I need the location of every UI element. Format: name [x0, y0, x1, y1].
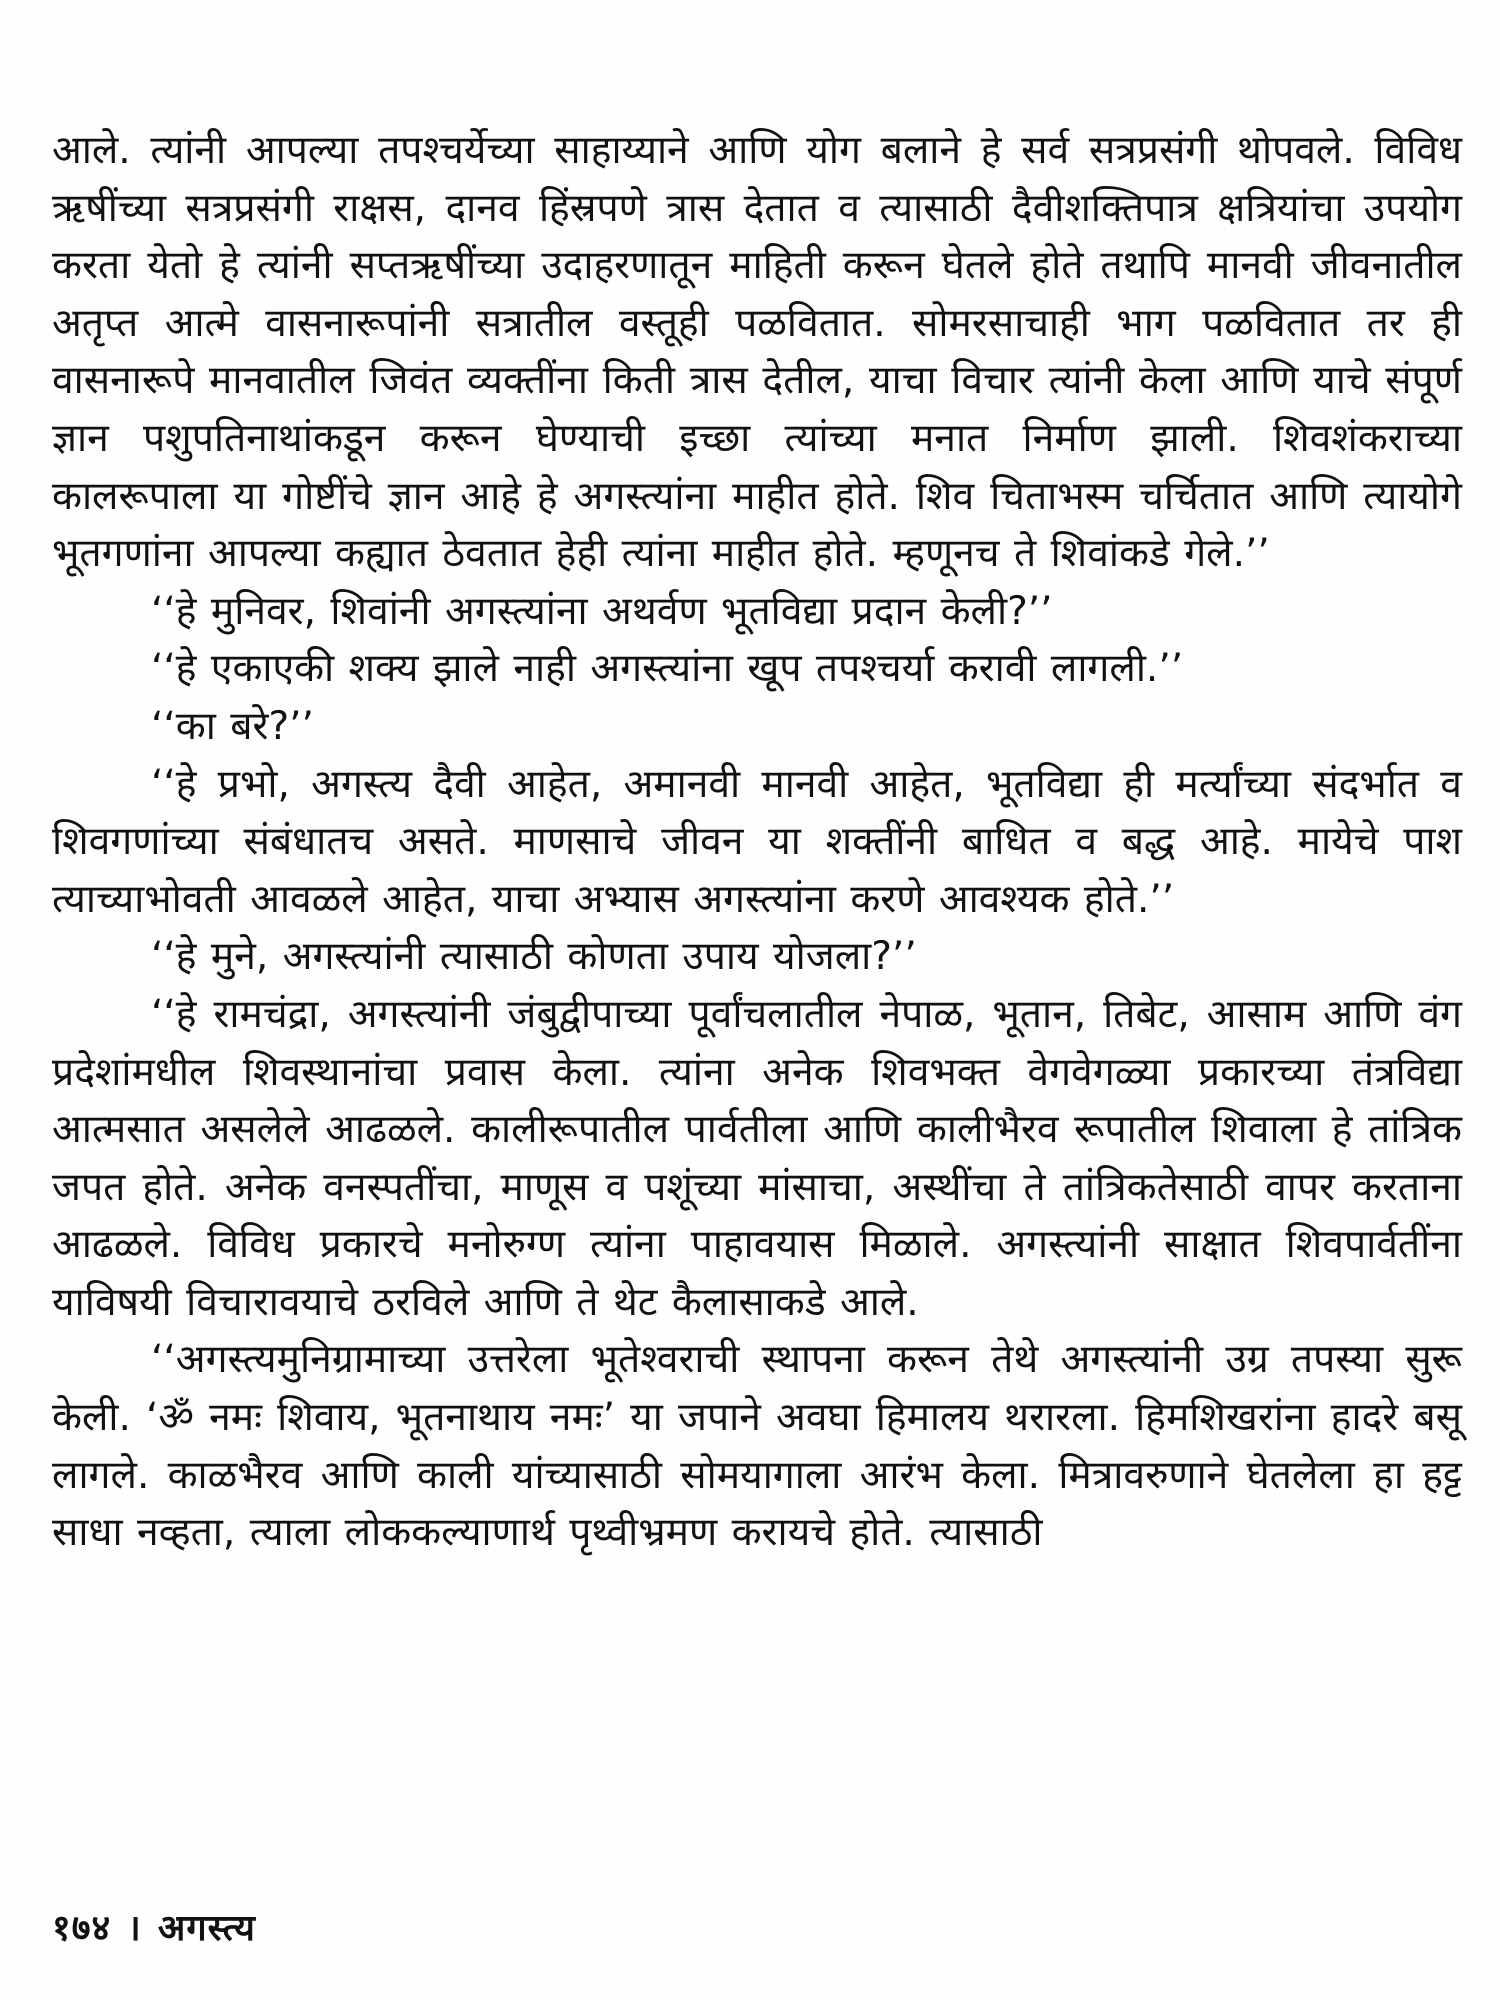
dialogue-paragraph: ‘‘का बरे?’’ — [151, 703, 314, 749]
page-number: १७४ — [52, 1908, 112, 1949]
dialogue-paragraph: ‘‘अगस्त्यमुनिग्रामाच्या उत्तरेला भूतेश्वराची स्थापना करून तेथे अगस्त्यांनी उग्र तपस्या सुरू केली. ‘ॐ नमः शिवाय, भूतनाथाय नमः’ या जपाने अवघा हिमालय थरारला. हिमशिखरांना हादरे बसू लागले. काळभैरव आणि काली यांच्यासाठी सोमयागाला आरंभ केला. मित्रावरुणाने घेतलेला हा हट्ट साधा नव्हता, त्याला लोककल्याणार्थ पृथ्वीभ्रमण करायचे होते. त्यासाठी — [52, 1337, 1462, 1556]
dialogue-paragraph: ‘‘हे मुनिवर, शिवांनी अगस्त्यांना अथर्वण भूतविद्या प्रदान केली?’’ — [151, 588, 1053, 634]
footer-separator: । — [127, 1908, 142, 1949]
body-text — [52, 122, 1462, 1562]
book-title: अगस्त्य — [157, 1908, 256, 1949]
dialogue-paragraph: ‘‘हे प्रभो, अगस्त्य दैवी आहेत, अमानवी मानवी आहेत, भूतविद्या ही मर्त्यांच्या संदर्भात व शिवगणांच्या संबंधातच असते. माणसाचे जीवन या शक्तींनी बाधित व बद्ध आहे. मायेचे पाश त्याच्याभोवती आवळले आहेत, याचा अभ्यास अगस्त्यांना करणे आवश्यक होते.’’ — [52, 761, 1462, 922]
page-footer — [52, 1902, 256, 1951]
dialogue-paragraph: ‘‘हे एकाएकी शक्य झाले नाही अगस्त्यांना खूप तपश्चर्या करावी लागली.’’ — [151, 646, 1184, 692]
dialogue-paragraph: ‘‘हे रामचंद्रा, अगस्त्यांनी जंबुद्वीपाच्या पूर्वांचलातील नेपाळ, भूतान, तिबेट, आसाम आणि वंग प्रदेशांमधील शिवस्थानांचा प्रवास केला. त्यांना अनेक शिवभक्त वेगवेगळ्या प्रकारच्या तंत्रविद्या आत्मसात असलेले आढळले. कालीरूपातील पार्वतीला आणि कालीभैरव रूपातील शिवाला हे तांत्रिक जपत होते. अनेक वनस्पतींचा, माणूस व पशूंच्या मांसाचा, अस्थींचा ते तांत्रिकतेसाठी वापर करताना आढळले. विविध प्रकारचे मनोरुग्ण त्यांना पाहावयास मिळाले. अगस्त्यांनी साक्षात शिवपार्वतींना याविषयी विचारावयाचे ठरविले आणि ते थेट कैलासाकडे आले. — [52, 991, 1462, 1325]
paragraph-continuation: आले. त्यांनी आपल्या तपश्चर्येच्या साहाय्याने आणि योग बलाने हे सर्व सत्रप्रसंगी थोपवले. विविध ऋषींच्या सत्रप्रसंगी राक्षस, दानव हिंस्रपणे त्रास देतात व त्यासाठी दैवीशक्तिपात्र क्षत्रियांचा उपयोग करता येतो हे त्यांनी सप्तऋषींच्या उदाहरणातून माहिती करून घेतले होते तथापि मानवी जीवनातील अतृप्त आत्मे वासनारूपांनी सत्रातील वस्तूही पळवितात. सोमरसाचाही भाग पळवितात तर ही वासनारूपे मानवातील जिवंत व्यक्तींना किती त्रास देतील, याचा विचार त्यांनी केला आणि याचे संपूर्ण ज्ञान पशुपतिनाथांकडून करून घेण्याची इच्छा त्यांच्या मनात निर्माण झाली. शिवशंकराच्या कालरूपाला या गोष्टींचे ज्ञान आहे हे अगस्त्यांना माहीत होते. शिव चिताभस्म चर्चितात आणि त्यायोगे भूतगणांना आपल्या कह्यात ठेवतात हेही त्यांना माहीत होते. म्हणूनच ते शिवांकडे गेले.’’ — [52, 128, 1462, 577]
dialogue-paragraph: ‘‘हे मुने, अगस्त्यांनी त्यासाठी कोणता उपाय योजला?’’ — [151, 934, 917, 980]
